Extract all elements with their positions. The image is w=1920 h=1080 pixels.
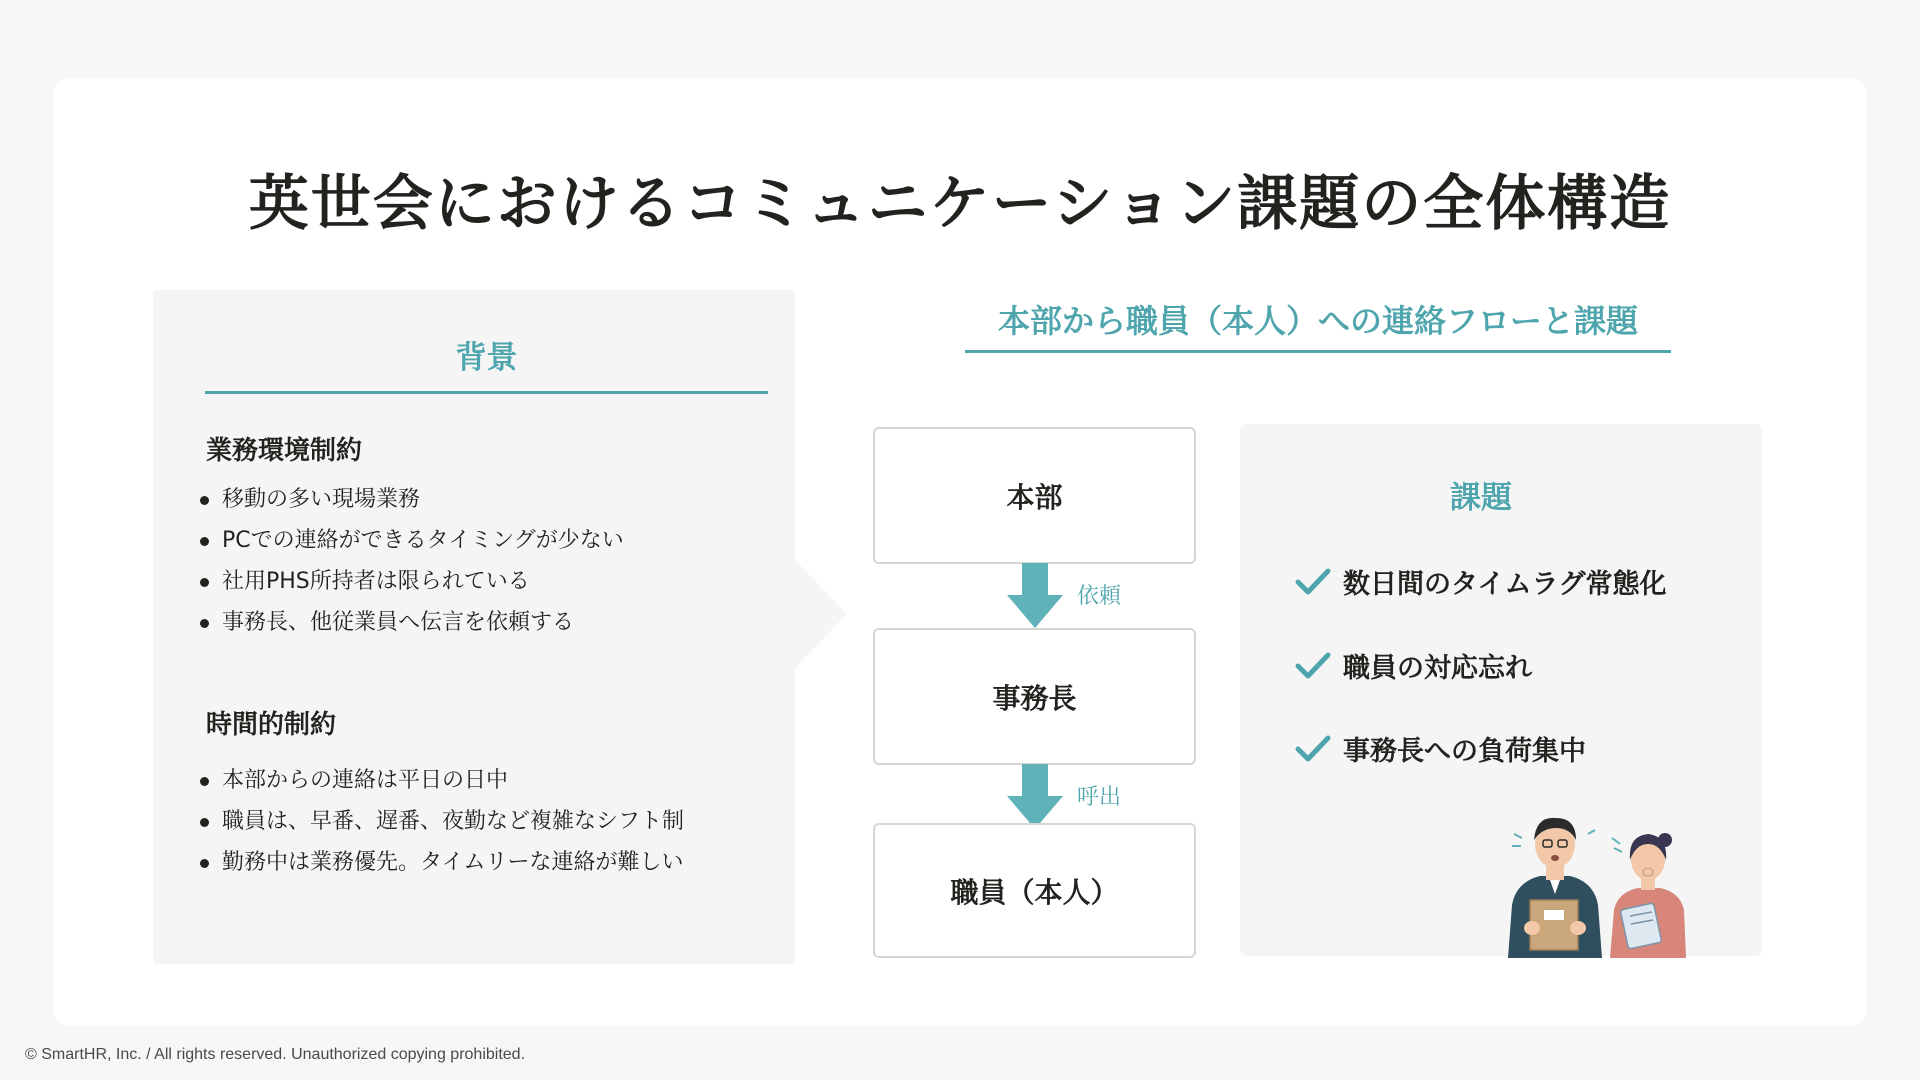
worried-staff-illustration xyxy=(1500,810,1695,958)
list-item: 職員は、早番、遅番、夜勤など複雑なシフト制 xyxy=(200,801,684,842)
list-item: 事務長、他従業員へ伝言を依頼する xyxy=(200,602,624,643)
flow-heading: 本部から職員（本人）への連絡フローと課題 xyxy=(997,302,1638,340)
work-environment-list xyxy=(200,479,624,643)
background-heading-rule xyxy=(205,391,768,394)
issue-item xyxy=(1295,646,1532,685)
copyright-footer: © SmartHR, Inc. / All rights reserved. Unauthorized copying prohibited. xyxy=(25,1046,526,1063)
flow-arrow-label-request: 依頼 xyxy=(1077,584,1122,609)
issue-label: 事務長への負荷集中 xyxy=(1343,736,1586,767)
section-heading-work-environment: 業務環境制約 xyxy=(206,436,363,466)
list-item: PCでの連絡ができるタイミングが少ない xyxy=(200,520,624,561)
list-item: 移動の多い現場業務 xyxy=(200,479,624,520)
issue-item xyxy=(1295,729,1586,768)
background-pointer-arrow xyxy=(795,560,847,668)
flow-heading-rule xyxy=(965,350,1671,353)
down-arrow-icon xyxy=(1005,764,1065,830)
list-item: 本部からの連絡は平日の日中 xyxy=(200,760,684,801)
list-item: 勤務中は業務優先。タイムリーな連絡が難しい xyxy=(200,842,684,883)
flow-node-headquarters: 本部 xyxy=(873,427,1196,564)
slide-title: 英世会におけるコミュニケーション課題の全体構造 xyxy=(248,169,1672,239)
check-icon xyxy=(1295,734,1331,764)
issue-label: 数日間のタイムラグ常態化 xyxy=(1343,569,1667,600)
flow-node-staff: 職員（本人） xyxy=(873,823,1196,958)
check-icon xyxy=(1295,651,1331,681)
time-constraints-list xyxy=(200,760,684,883)
issue-label: 職員の対応忘れ xyxy=(1343,653,1532,684)
down-arrow-icon xyxy=(1005,563,1065,629)
section-heading-time-constraints: 時間的制約 xyxy=(206,710,337,740)
flow-node-office-manager: 事務長 xyxy=(873,628,1196,765)
background-heading: 背景 xyxy=(455,340,518,376)
check-icon xyxy=(1295,567,1331,597)
flow-arrow-label-call: 呼出 xyxy=(1077,785,1122,810)
list-item: 社用PHS所持者は限られている xyxy=(200,561,624,602)
issues-heading: 課題 xyxy=(1450,480,1512,516)
issue-item xyxy=(1295,562,1666,601)
